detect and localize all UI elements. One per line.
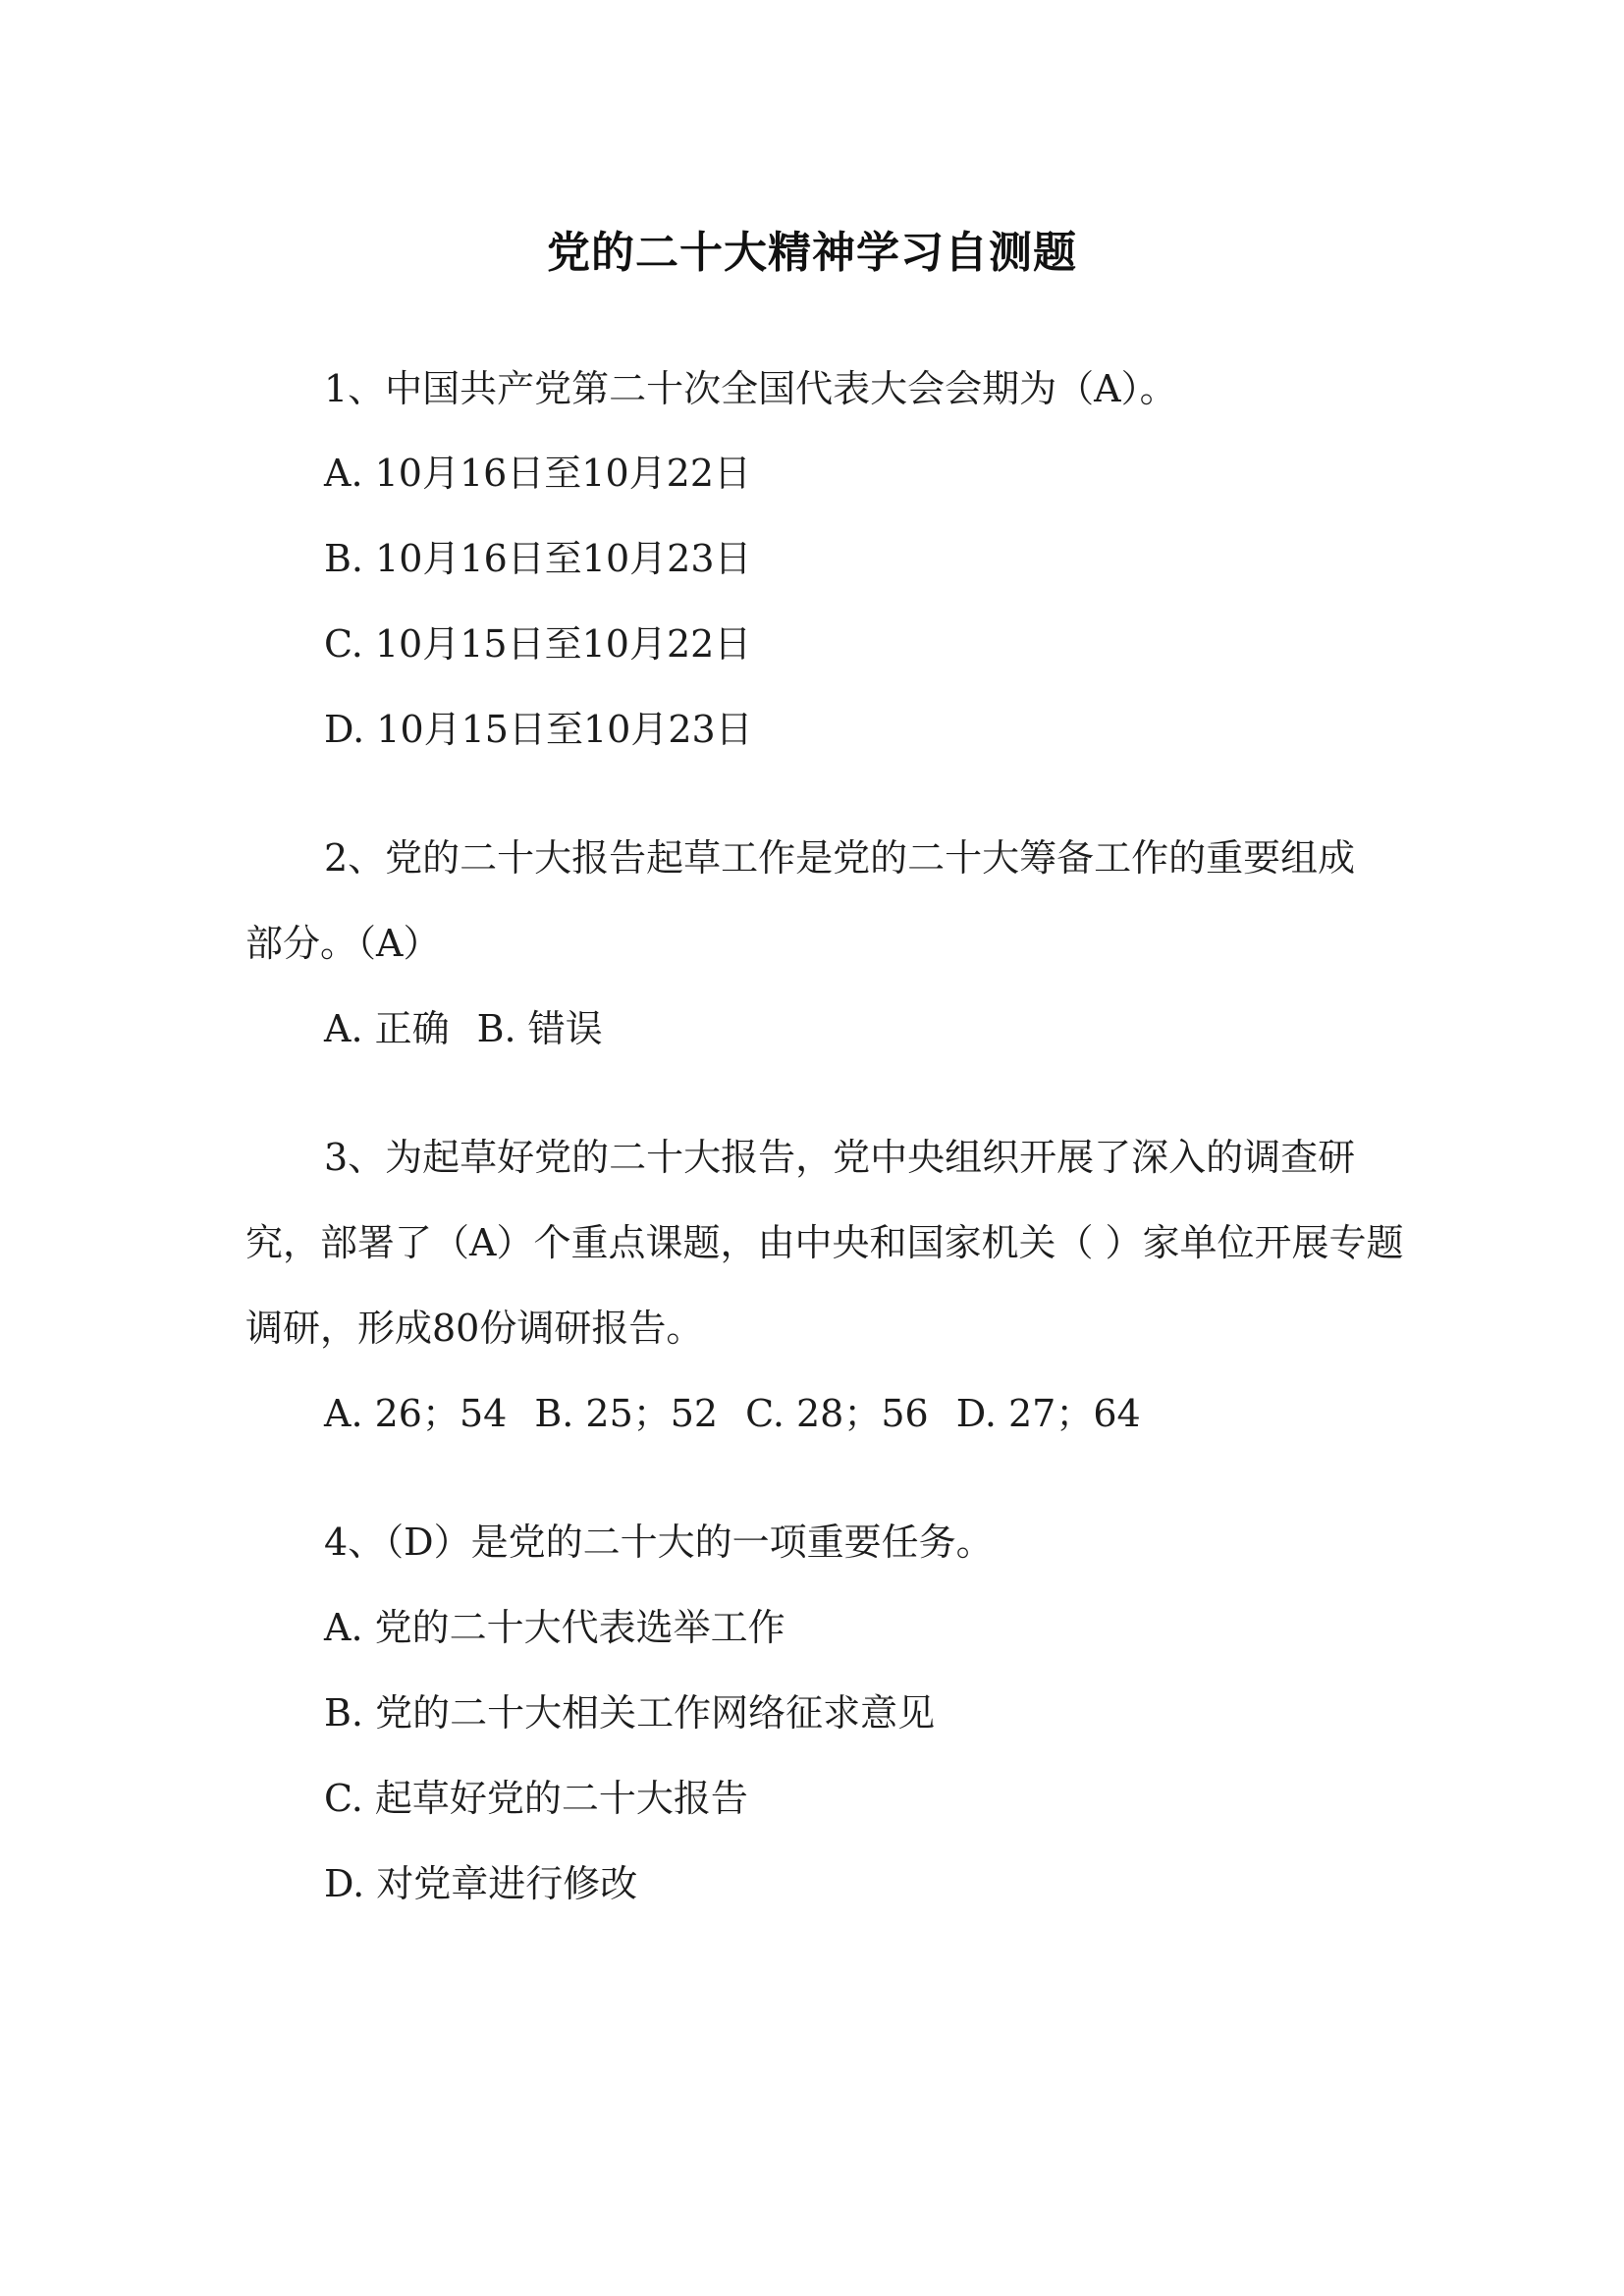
question-2-options: [324, 1003, 603, 1054]
question-3-options: [324, 1388, 1141, 1439]
question-3-option-c: C. 28；56: [745, 1392, 929, 1435]
question-3-stem-line-1: 3、为起草好党的二十大报告，党中央组织开展了深入的调查研: [324, 1136, 1356, 1179]
question-4-option-d: D. 对党章进行修改: [324, 1862, 638, 1905]
question-3-option-d: D. 27；64: [955, 1392, 1141, 1435]
question-1-stem: 1、中国共产党第二十次全国代表大会会期为（A）。: [324, 367, 1177, 410]
question-3-option-b: B. 25；52: [534, 1392, 719, 1435]
question-3-option-a: A. 26；54: [324, 1392, 508, 1435]
question-4-option-c: C. 起草好党的二十大报告: [324, 1777, 748, 1820]
question-1-option-c: C. 10月15日至10月22日: [324, 622, 752, 666]
question-2-option-b: B. 错误: [476, 1007, 603, 1050]
question-3-stem-line-2: 究，部署了（A）个重点课题，由中央和国家机关（ ）家单位开展专题: [245, 1221, 1404, 1264]
question-2-stem-line-1: 2、党的二十大报告起草工作是党的二十大筹备工作的重要组成: [324, 836, 1356, 880]
page-title: 党的二十大精神学习自测题: [547, 228, 1077, 278]
question-2-stem-line-2: 部分。（A）: [245, 922, 441, 965]
question-1-option-d: D. 10月15日至10月23日: [324, 708, 753, 751]
question-4-stem: 4、（D）是党的二十大的一项重要任务。: [324, 1521, 994, 1564]
question-4-option-a: A. 党的二十大代表选举工作: [324, 1606, 785, 1649]
question-3-stem-line-3: 调研，形成80份调研报告。: [245, 1307, 704, 1350]
question-2-option-a: A. 正确: [324, 1007, 450, 1050]
question-1-option-b: B. 10月16日至10月23日: [324, 537, 752, 580]
question-1-option-a: A. 10月16日至10月22日: [324, 452, 752, 495]
question-4-option-b: B. 党的二十大相关工作网络征求意见: [324, 1691, 936, 1735]
